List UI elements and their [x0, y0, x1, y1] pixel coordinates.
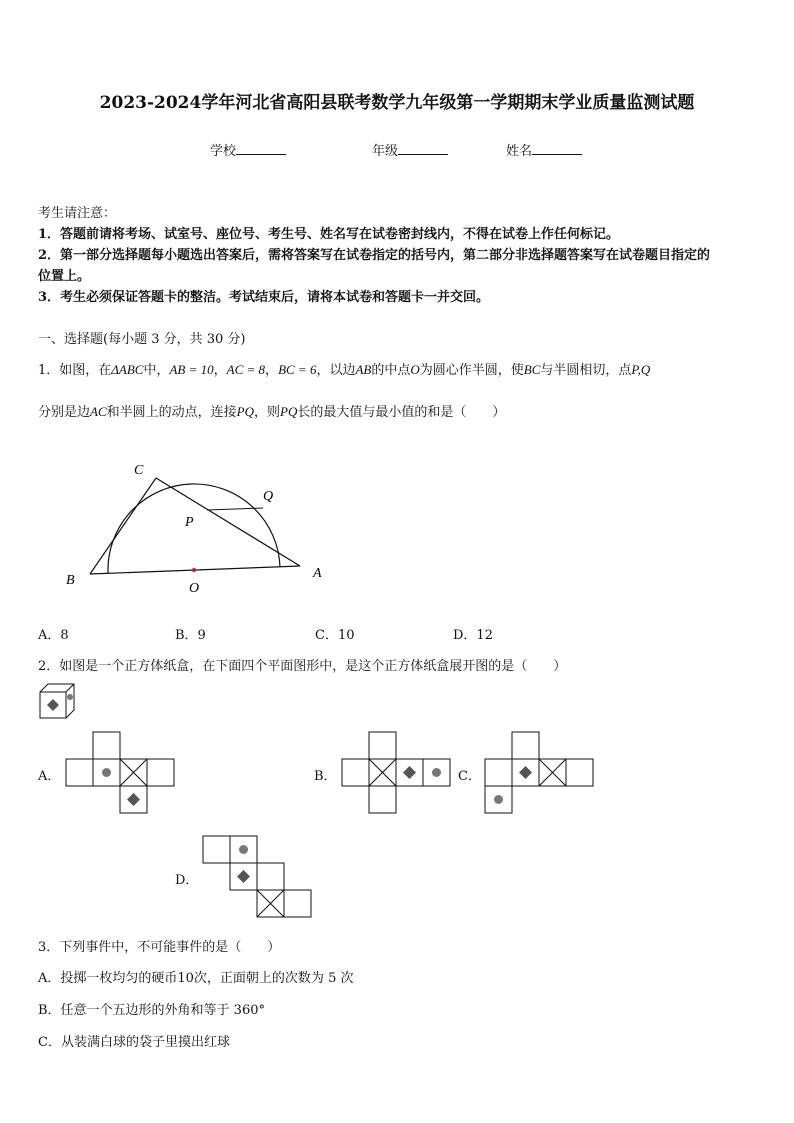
q2-option-d[interactable]: D．	[175, 873, 199, 888]
q2-option-a[interactable]: A．	[38, 769, 61, 784]
page-title: 2023-2024学年河北省高阳县联考数学九年级第一学期期末学业质量监测试题	[99, 93, 695, 113]
notice-item: 1．答题前请将考场、试室号、座位号、考生号、姓名写在试卷密封线内，不得在试卷上作任何标记。	[38, 227, 620, 242]
q1-option-a[interactable]: A．8	[38, 628, 69, 643]
q1-option-c[interactable]: C．10	[315, 628, 355, 643]
section-heading: 一、选择题(每小题 3 分，共 30 分)	[38, 332, 246, 347]
q1-option-b[interactable]: B．9	[175, 628, 206, 643]
q2-option-c[interactable]: C．	[458, 769, 481, 784]
q1-stem-line1: 1．如图，在ΔABC中，AB = 10，AC = 8，BC = 6，以边AB的中点O为圆心作半圆，使BC与半圆相切，点P,Q	[38, 362, 651, 378]
q2-stem: 2．如图是一个正方体纸盒，在下面四个平面图形中，是这个正方体纸盒展开图的是（ ）	[38, 659, 567, 674]
q3-option-b[interactable]: B．任意一个五边形的外角和等于 360°	[38, 1003, 265, 1018]
q3-stem: 3．下列事件中，不可能事件的是（ ）	[38, 940, 281, 955]
notice-item: 2．第一部分选择题每小题选出答案后，需将答案写在试卷指定的括号内，第二部分非选择题答案写在试卷题目指定的	[38, 248, 711, 263]
school-field[interactable]: 学校	[210, 140, 286, 159]
label-p: P	[185, 515, 194, 530]
notice-item: 位置上。	[38, 269, 91, 284]
label-q: Q	[263, 489, 274, 504]
label-o: O	[189, 581, 200, 596]
label-c: C	[134, 463, 144, 478]
notice-heading: 考生请注意：	[38, 206, 117, 221]
q1-stem-line2: 分别是边AC和半圆上的动点，连接PQ，则PQ长的最大值与最小值的和是（ ）	[38, 404, 506, 420]
label-a: A	[313, 566, 322, 581]
q2-option-b[interactable]: B．	[314, 769, 337, 784]
notice-item: 3．考生必须保证答题卡的整洁。考试结束后，请将本试卷和答题卡一并交回。	[38, 290, 490, 305]
grade-field[interactable]: 年级	[372, 140, 448, 159]
label-b: B	[66, 573, 75, 588]
q3-option-c[interactable]: C．从装满白球的袋子里摸出红球	[38, 1035, 230, 1050]
name-field[interactable]: 姓名	[506, 140, 582, 159]
q1-option-d[interactable]: D．12	[453, 628, 493, 643]
q3-option-a[interactable]: A．投掷一枚均匀的硬币10次，正面朝上的次数为 5 次	[38, 971, 354, 986]
